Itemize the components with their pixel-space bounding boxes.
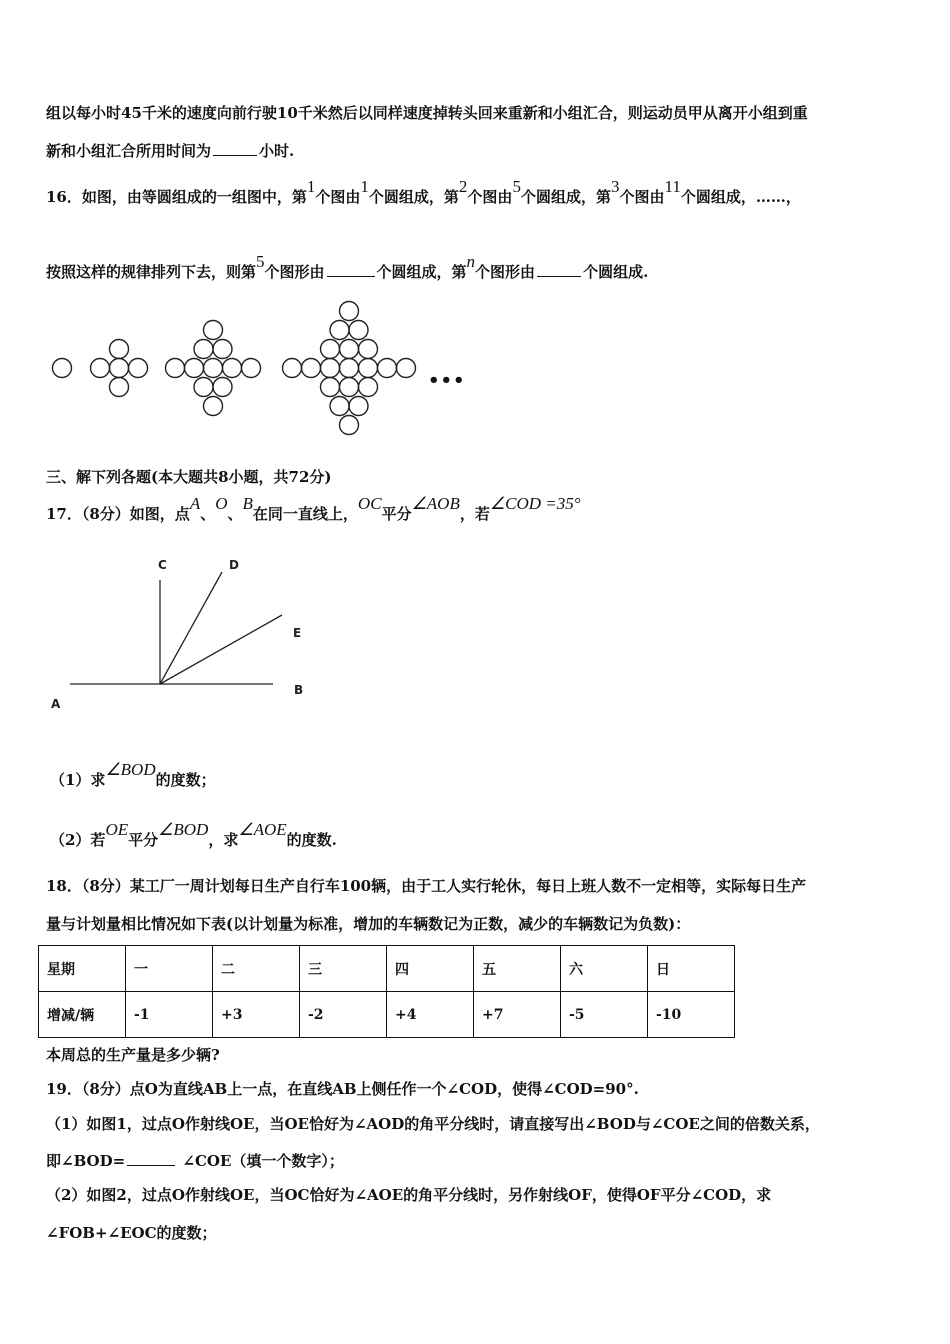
- table-cell: -10: [648, 992, 735, 1038]
- table-cell: 一: [126, 946, 213, 992]
- math: 2: [458, 177, 468, 196]
- label-a: A: [51, 697, 61, 711]
- math: ∠BOD: [105, 760, 156, 779]
- table-cell: 四: [387, 946, 474, 992]
- q18-line2: 量与计划量相比情况如下表(以计划量为标准，增加的车辆数记为正数，减少的车辆数记为负数)：: [46, 915, 691, 933]
- math: O: [215, 494, 228, 513]
- table-cell: 日: [648, 946, 735, 992]
- q15-line1: 组以每小时45千米的速度向前行驶10千米然后以同样速度掉转头回来重新和小组汇合，则运动员甲从离开小组到重: [46, 104, 808, 122]
- math: 1: [306, 177, 316, 196]
- q18-question: 本周总的生产量是多少辆?: [46, 1046, 220, 1064]
- text: 个圆组成，第: [376, 263, 467, 281]
- label-b: B: [294, 683, 304, 697]
- math: A: [189, 494, 201, 513]
- text: 即∠BOD=: [46, 1152, 126, 1170]
- table-cell: 三: [300, 946, 387, 992]
- q19-line1: 19．（8分）点O为直线AB上一点，在直线AB上侧任作一个∠COD，使得∠COD=90°.: [46, 1080, 639, 1098]
- table-cell: 二: [213, 946, 300, 992]
- table-cell: -2: [300, 992, 387, 1038]
- math: n: [466, 252, 476, 271]
- text: （2）若: [50, 831, 106, 849]
- section-heading: 三、解下列各题(本大题共8小题，共72分): [46, 468, 332, 486]
- text: 在同一直线上，: [252, 505, 358, 523]
- q18-line1: 18．（8分）某工厂一周计划每日生产自行车100辆，由于工人实行轮休，每日上班人数不一定相等，实际每日生产: [46, 877, 807, 895]
- math: OE: [105, 820, 129, 839]
- table-cell: -5: [561, 992, 648, 1038]
- text: 个图由: [315, 188, 361, 206]
- text: ∠COE（填一个数字）；: [182, 1152, 344, 1170]
- table-cell: 星期: [39, 946, 126, 992]
- math: 5: [256, 252, 265, 271]
- text: 小时.: [259, 142, 295, 160]
- text: 个圆组成，第: [368, 188, 459, 206]
- math: ∠BOD: [158, 820, 209, 839]
- text: 个图由: [619, 188, 665, 206]
- math: 3: [610, 177, 620, 196]
- q19-line3: [46, 1150, 344, 1171]
- text: 、: [227, 505, 243, 523]
- text: 个圆组成，第: [520, 188, 611, 206]
- math: 5: [512, 177, 521, 196]
- q17-part1: [50, 760, 216, 790]
- table-cell: 增减/辆: [39, 992, 126, 1038]
- table-row: [39, 946, 735, 992]
- text: 、: [200, 505, 216, 523]
- ray-oe: [160, 615, 282, 684]
- text: 新和小组汇合所用时间为: [46, 142, 212, 160]
- math: ∠AOB: [411, 494, 460, 513]
- math: OC: [357, 494, 382, 513]
- label-e: E: [293, 626, 302, 640]
- text: ，求: [208, 831, 239, 849]
- text: 平分: [381, 505, 412, 523]
- table-cell: 六: [561, 946, 648, 992]
- text: 个图形由: [475, 263, 536, 281]
- text: ，若: [459, 505, 490, 523]
- q19-line5: ∠FOB+∠EOC的度数；: [46, 1224, 217, 1242]
- table-cell: +4: [387, 992, 474, 1038]
- label-c: C: [158, 558, 167, 572]
- q19-line4: （2）如图2，过点O作射线OE，当OC恰好为∠AOE的角平分线时，另作射线OF，使得OF平分∠COD，求: [46, 1186, 772, 1204]
- table-cell: +3: [213, 992, 300, 1038]
- text: 的度数；: [155, 771, 216, 789]
- math: ∠AOE: [238, 820, 287, 839]
- production-table: [38, 945, 735, 1038]
- q19-line2: （1）如图1，过点O作射线OE，当OE恰好为∠AOD的角平分线时，请直接写出∠BOD与∠COE之间的倍数关系，: [46, 1115, 820, 1133]
- answer-blank: [127, 1164, 175, 1166]
- table-cell: +7: [474, 992, 561, 1038]
- text: 按照这样的规律排列下去，则第: [46, 263, 257, 281]
- text: 平分: [128, 831, 159, 849]
- math: B: [242, 494, 253, 513]
- text: 个图形由: [264, 263, 325, 281]
- text: 个图由: [467, 188, 513, 206]
- text: （1）求: [50, 771, 106, 789]
- label-d: D: [229, 558, 239, 572]
- math: 11: [664, 177, 681, 196]
- math: 1: [360, 177, 369, 196]
- text: 个圆组成，……，: [680, 188, 801, 206]
- text: 17．（8分）如图，点: [46, 505, 190, 523]
- text: 的度数.: [286, 831, 337, 849]
- math: ∠COD =35°: [489, 494, 581, 513]
- q17-part2: [50, 820, 337, 850]
- table-cell: 五: [474, 946, 561, 992]
- text: 个圆组成.: [583, 263, 649, 281]
- table-row: [39, 992, 735, 1038]
- table-cell: -1: [126, 992, 213, 1038]
- ellipsis: •••: [428, 370, 466, 391]
- text: 16．如图，由等圆组成的一组图中，第: [46, 188, 307, 206]
